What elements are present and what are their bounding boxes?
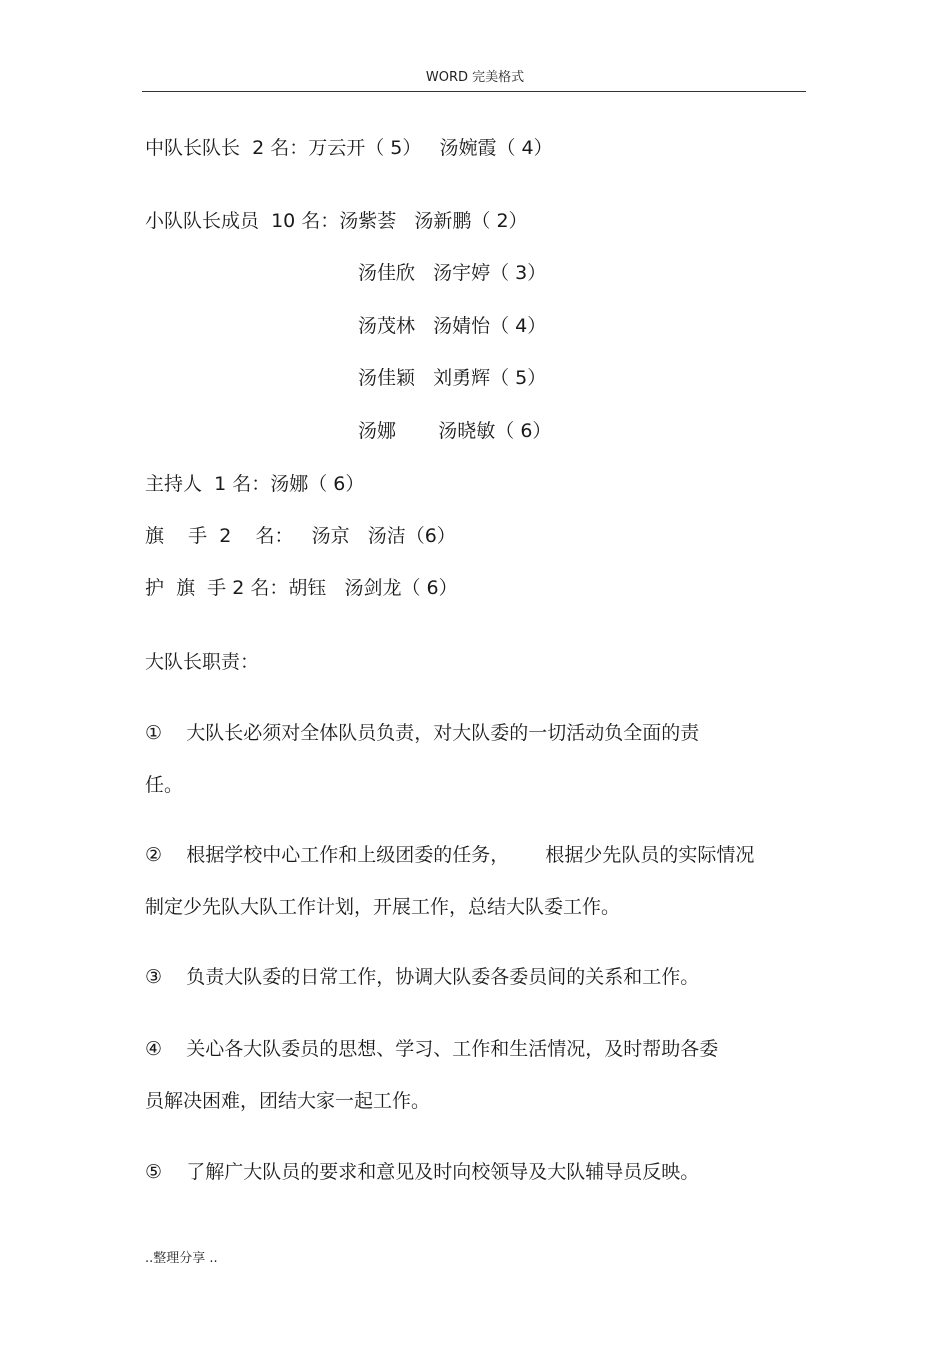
flag-guards-line: 护 旗 手 2 名：胡钰 汤剑龙（ 6） [145,577,458,599]
duty-item: ⑤ 了解广大队员的要求和意见及时向校领导及大队辅导员反映。 [145,1161,700,1183]
team-leaders-line: 汤佳颖 刘勇辉（ 5） [358,367,547,389]
duty-item: ① 大队长必须对全体队员负责，对大队委的一切活动负全面的责 [145,722,700,744]
duty-item: ② 根据学校中心工作和上级团委的任务， 根据少先队员的实际情况 [145,844,755,866]
flag-bearer-line: 旗 手 2 名： 汤京 汤洁（6） [145,525,456,547]
duties-heading: 大队长职责： [145,651,260,673]
team-leaders-line: 汤娜 汤晓敏（ 6） [358,420,552,442]
header-divider [142,91,806,92]
header-title: WORD 完美格式 [425,70,525,85]
duty-item: ④ 关心各大队委员的思想、学习、工作和生活情况，及时帮助各委 [145,1038,719,1060]
duty-item-continuation: 员解决困难，团结大家一起工作。 [145,1090,431,1112]
team-leaders-line: 汤佳欣 汤宇婷（ 3） [358,262,547,284]
squadron-leaders-line: 中队长队长 2 名：万云开（ 5） 汤婉霞（ 4） [145,137,553,159]
team-leaders-line: 小队队长成员 10 名：汤紫荟 汤新鹏（ 2） [145,210,528,232]
duty-item-continuation: 制定少先队大队工作计划，开展工作，总结大队委工作。 [145,896,621,918]
page-footer: ..整理分享 .. [145,1251,218,1266]
host-line: 主持人 1 名：汤娜（ 6） [145,473,365,495]
team-leaders-line: 汤茂林 汤婧怡（ 4） [358,315,547,337]
duty-item-continuation: 任。 [145,774,184,796]
duty-item: ③ 负责大队委的日常工作，协调大队委各委员间的关系和工作。 [145,966,700,988]
